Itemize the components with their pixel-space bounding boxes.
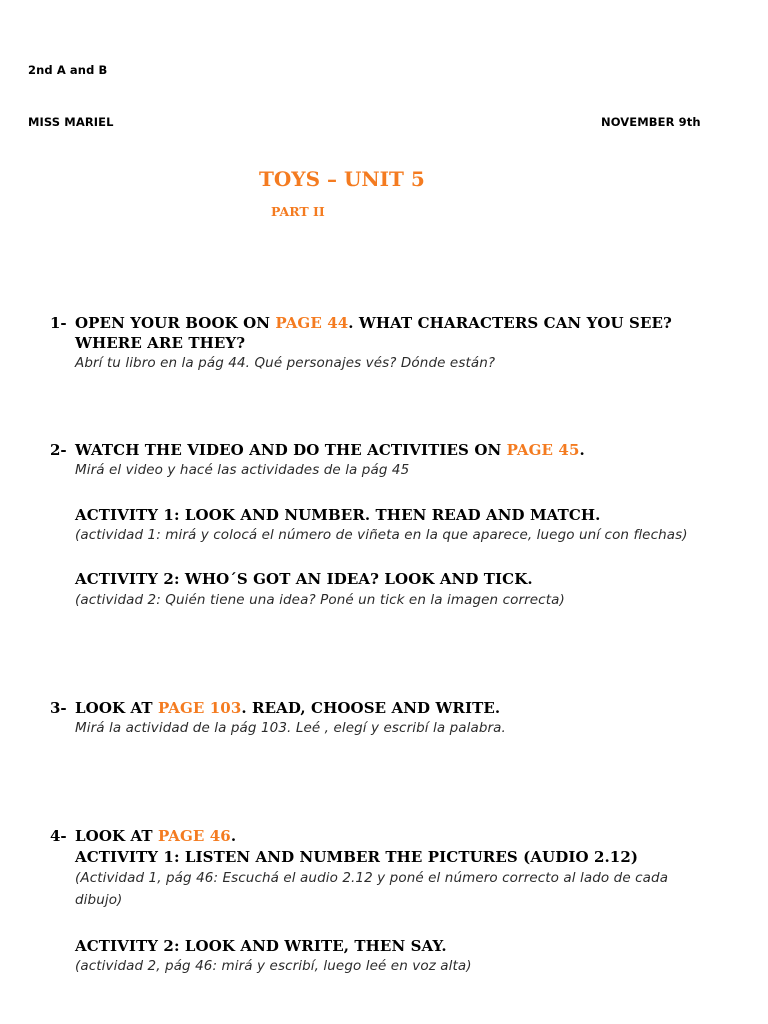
class-group: 2nd A and B (28, 63, 108, 77)
section-4-page-ref: PAGE 46 (157, 827, 231, 845)
section-4-activity-2: ACTIVITY 2: LOOK AND WRITE, THEN SAY. (75, 937, 447, 955)
page-subtitle: PART II (271, 204, 325, 219)
section-4-activity-2-note: (actividad 2, pág 46: mirá y escribí, luego leé en voz alta) (75, 958, 472, 974)
section-4-text-post: . (230, 827, 237, 845)
section-1-note: Abrí tu libro en la pág 44. Qué personajes vés? Dónde están? (75, 355, 496, 371)
section-3-instruction (75, 699, 500, 717)
section-4-activity-1: ACTIVITY 1: LISTEN AND NUMBER THE PICTURES (AUDIO 2.12) (75, 848, 639, 866)
section-1-text-post: . WHAT CHARACTERS CAN YOU SEE? (348, 314, 672, 332)
section-2-text-pre: WATCH THE VIDEO AND DO THE ACTIVITIES ON (75, 441, 507, 459)
date: NOVEMBER 9th (601, 115, 701, 129)
section-2-number: 2- (50, 441, 67, 459)
section-3-text-pre: LOOK AT (75, 699, 158, 717)
section-1-instruction-line2: WHERE ARE THEY? (75, 334, 246, 352)
section-4-activity-1-note: (Actividad 1, pág 46: Escuchá el audio 2.12 y poné el número correcto al lado de cada (75, 870, 669, 886)
section-2-activity-1: ACTIVITY 1: LOOK AND NUMBER. THEN READ AND MATCH. (75, 506, 601, 524)
section-2-activity-2-note: (actividad 2: Quién tiene una idea? Poné un tick en la imagen correcta) (75, 592, 565, 608)
section-2-activity-1-note: (actividad 1: mirá y colocá el número de viñeta en la que aparece, luego uní con flechas) (75, 527, 688, 543)
section-1-text-pre: OPEN YOUR BOOK ON (75, 314, 276, 332)
section-3-text-post: . READ, CHOOSE AND WRITE. (241, 699, 501, 717)
section-3-note: Mirá la actividad de la pág 103. Leé , elegí y escribí la palabra. (75, 720, 506, 736)
section-1-page-ref: PAGE 44 (275, 314, 349, 332)
section-2-note: Mirá el video y hacé las actividades de la pág 45 (75, 462, 410, 478)
section-4-text-pre: LOOK AT (75, 827, 158, 845)
section-3-page-ref: PAGE 103 (157, 699, 242, 717)
page-title: TOYS – UNIT 5 (259, 167, 425, 191)
section-4-instruction (75, 827, 236, 845)
section-2-activity-2: ACTIVITY 2: WHO´S GOT AN IDEA? LOOK AND TICK. (75, 570, 533, 588)
section-1-instruction (75, 314, 672, 332)
teacher-name: MISS MARIEL (28, 115, 114, 129)
section-2-page-ref: PAGE 45 (506, 441, 580, 459)
section-3-number: 3- (50, 699, 67, 717)
section-4-activity-1-note-line2: dibujo) (75, 892, 123, 908)
section-1-number: 1- (50, 314, 67, 332)
section-2-text-post: . (579, 441, 585, 459)
section-2-instruction (75, 441, 585, 459)
section-4-number: 4- (50, 827, 67, 845)
